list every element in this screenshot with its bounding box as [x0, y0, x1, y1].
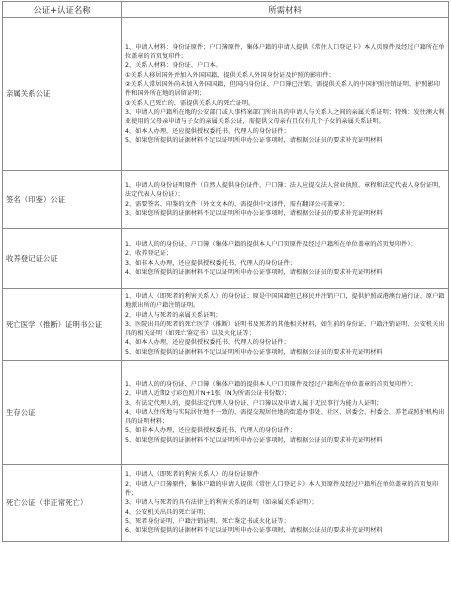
notarization-name: 亲属关系公证 [3, 18, 122, 171]
materials-cell [122, 18, 449, 171]
table-row [3, 171, 449, 229]
material-item: 2、收养登记证； [125, 250, 173, 258]
material-item: 3、申请人的户籍所在地的公安部门或人事档案部门所出具的申请人与关系人之间的亲属关系证明；特殊：发往澳大利亚使用的父母亲申请与子女的亲属关系公证，需提供父母亲有且仅有几个子女的亲属关系证明。 [125, 108, 445, 126]
material-item: 1、申请人的的身份证、户口簿（集体户籍的提供本人户口页原件及经过户籍所在单位盖章的首页复印件）； [125, 240, 417, 248]
material-item: ②关系人常居国外尚未加入外国国籍，但国内身份证、户口簿已注销，需提供关系人的中国护照注销证明、护照影印件和国外所在地的居留证明； [125, 81, 440, 98]
material-item: 2、关系人材料：身份证、户口本。 [125, 62, 222, 70]
material-item: 4、申请人住所地与实际居住地不一致的，需提交现居住地的街道办事处、社区、居委会、村委会、养老或照护机构出具的证明材料； [125, 408, 445, 426]
material-item: 3、有法定代理人的，提供法定代理人身份证、户口簿以及申请人属于无民事行为能力人证明； [125, 399, 383, 407]
material-item: 2、申请人近期2寸彩色照片N+1张（N为所需公证书份数）； [125, 390, 291, 398]
material-item: 5、死者身份证明、户籍注销证明、死亡鉴定书或火化证等； [125, 517, 290, 525]
material-item: 3、医院出具的死者的死亡医学（推断）证明书及死者的其他相关材料，如生前的身份证、户籍注销证明、公安机关出具的相关证明（如死亡鉴定书）以及火化证等； [125, 320, 445, 338]
materials-cell [122, 289, 449, 361]
notarization-name: 收养登记证公证 [3, 229, 122, 289]
table-row [3, 361, 449, 465]
table-header-row [3, 2, 449, 18]
materials-cell [122, 171, 449, 229]
table-row [3, 18, 449, 171]
material-item: 6、如果您所提供的证据材料不足以证明所申办公证事项时，请根据公证员的要求补充证明材料 [125, 527, 383, 535]
materials-cell [122, 361, 449, 465]
notarization-name: 死亡公证（非正常死亡） [3, 465, 122, 542]
material-item: 5、如果您所提供的证据材料不足以证明所申办公证事项时，请根据公证员的要求补充证明材料 [125, 136, 383, 144]
notarization-name: 签名（印鉴）公证 [3, 171, 122, 229]
header-name: 公证+认证名称 [3, 2, 122, 18]
materials-cell [122, 229, 449, 289]
material-item: 3、申请人与死者的具有法律上的利害关系的证明（如亲属关系证明）； [125, 499, 318, 507]
material-item: 1、申请人的的身份证、户口簿（集体户籍的提供本人户口页原件及经过户籍所在单位盖章的首页复印件）； [125, 380, 417, 388]
material-item: 2、需要签名、印鉴的文件（外文文本的，需提供中文译件，需有翻译公司盖章）； [125, 200, 349, 208]
material-item: 3、如非本人办理，还应提供授权委托书、代理人的身份证件； [125, 259, 296, 267]
material-item: ①关系人移居国外并加入外国国籍，提供关系人外国身份证及护照的影印件； [125, 71, 335, 79]
table-row [3, 465, 449, 542]
table-row [3, 289, 449, 361]
notarization-materials-table [2, 1, 449, 542]
material-item: 3、如果您所提供的证据材料不足以证明所申办公证事项时，请根据公证员的要求补充证明材料 [125, 209, 383, 217]
material-item: 4、公安机关出具的死亡证明； [125, 508, 210, 516]
material-item: 4、如果您所提供的证据材料不足以证明所申办公证事项时，请根据公证员的要求补充证明材料 [125, 268, 383, 276]
materials-cell [122, 465, 449, 542]
material-item: 4、如本人办理，还应提供授权委托书、代理人的身份证件； [125, 127, 290, 135]
material-item: 2、申请人与死者的亲属关系证明； [125, 311, 222, 319]
material-item: 5、如非本人办理，还应提供授权委托书、代理人的身份证件； [125, 427, 296, 435]
material-item: 5、如果您所提供的证据材料不足以证明所申办公证事项时，请根据公证员的要求补充证明材料 [125, 436, 383, 444]
table-row [3, 229, 449, 289]
material-item: 5、如果您所提供的证据材料不足以证明所申办公证事项时，请根据公证员的要求补充证明材料 [125, 348, 383, 356]
material-item: 2、申请人户口簿原件，集体户籍的申请人提供《常住人口登记卡》本人页原件及经过户籍所在单位盖章的首页复印件； [125, 480, 439, 498]
material-item: 1、申请人（即死者的利害关系人）的身份证原件 [125, 471, 259, 479]
notarization-name: 死亡医学（推断）证明书公证 [3, 289, 122, 361]
material-item: 1、申请人（即死者的利害关系人）的身份证；原是中国国籍但已移民并注销户口，提供护照或港澳台通行证、原户籍地派出所的户籍注销证明。 [125, 292, 445, 310]
material-item: ③关系人已死亡的，需提供关系人的死亡证明。 [125, 99, 255, 107]
material-item: 1、申请人材料：身份证原件；户口簿原件，集体户籍的申请人提供《常住人口登记卡》本人页原件及经过户籍所在单位盖章的首页复印件； [125, 43, 445, 61]
notarization-name: 生存公证 [3, 361, 122, 465]
material-item: 1、申请人的身份证明原件（自然人提供身份证件、户口簿；法人应提交法人营业执照、章程和法定代表人身份证明、法定代表人身份证）； [125, 181, 445, 199]
header-materials: 所需材料 [122, 2, 449, 18]
material-item: 4、如本人办理，还应提供授权委托书、代理人的身份证件； [125, 339, 290, 347]
